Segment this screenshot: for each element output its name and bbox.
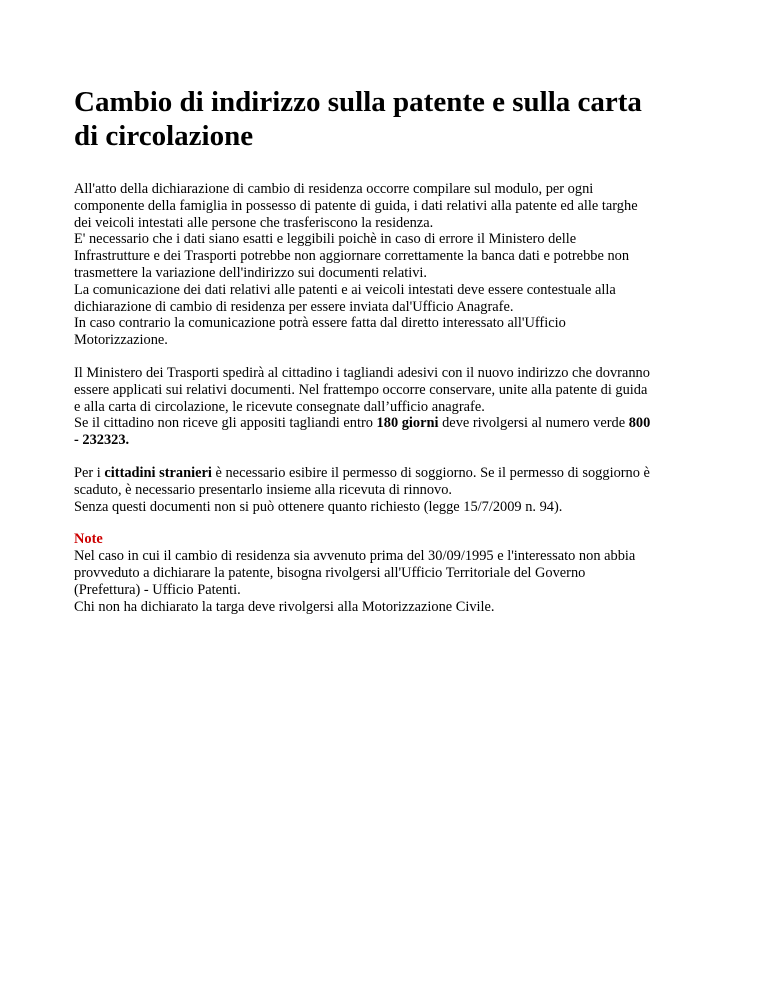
foreign-citizens-label: cittadini stranieri xyxy=(104,464,212,481)
text-line: Nel caso in cui il cambio di residenza sia avvenuto prima del 30/09/1995 e l'interessato non abbia xyxy=(74,548,636,565)
text-line: trasmettere la variazione dell'indirizzo sui documenti relativi. xyxy=(74,264,428,281)
text-fragment: Per i xyxy=(74,464,105,481)
text-fragment: è necessario esibire il permesso di soggiorno. Se il permesso di soggiorno è xyxy=(211,464,650,481)
text-line: essere applicati sui relativi documenti. Nel frattempo occorre conservare, unite alla patente di guida xyxy=(74,381,648,398)
text-line: Senza questi documenti non si può ottenere quanto richiesto (legge 15/7/2009 n. 94). xyxy=(74,498,563,515)
text-line xyxy=(74,465,714,482)
text-fragment: Se il cittadino non riceve gli appositi tagliandi entro xyxy=(74,415,377,432)
text-line: Infrastrutture e dei Trasporti potrebbe non aggiornare correttamente la banca dati e potrebbe non xyxy=(74,248,630,265)
deadline-days: 180 giorni xyxy=(376,415,439,432)
text-line: scaduto, è necessario presentarlo insieme alla ricevuta di rinnovo. xyxy=(74,481,453,498)
text-line: E' necessario che i dati siano esatti e leggibili poichè in caso di errore il Ministero delle xyxy=(74,231,577,248)
toll-free-number-part-2: - 232323. xyxy=(74,432,130,449)
text-line: componente della famiglia in possesso di patente di guida, i dati relativi alla patente ed alle targhe xyxy=(74,197,638,214)
text-line: provveduto a dichiarare la patente, bisogna rivolgersi all'Ufficio Territoriale del Governo xyxy=(74,564,586,581)
text-line xyxy=(74,415,714,432)
text-line: All'atto della dichiarazione di cambio di residenza occorre compilare sul modulo, per ogni xyxy=(74,181,594,197)
note-title: Note xyxy=(74,531,103,548)
text-fragment: deve rivolgersi al numero verde xyxy=(438,415,629,432)
page-title xyxy=(74,85,714,153)
toll-free-number-part-1: 800 xyxy=(628,415,651,432)
text-line xyxy=(74,432,714,449)
title-line-1: Cambio di indirizzo sulla patente e sulla carta xyxy=(74,86,642,118)
text-line: Il Ministero dei Trasporti spedirà al cittadino i tagliandi adesivi con il nuovo indirizzo che dovranno xyxy=(74,364,650,381)
text-line: dichiarazione di cambio di residenza per essere inviata dal'Ufficio Anagrafe. xyxy=(74,298,514,315)
text-line: (Prefettura) - Ufficio Patenti. xyxy=(74,581,241,598)
paragraph-note xyxy=(74,531,714,615)
text-line: Motorizzazione. xyxy=(74,332,168,349)
paragraph-stickers xyxy=(74,365,714,449)
text-line: dei veicoli intestati alle persone che trasferiscono la residenza. xyxy=(74,214,434,231)
title-line-2: di circolazione xyxy=(74,120,254,152)
paragraph-foreign-citizens xyxy=(74,465,714,515)
paragraph-address-change xyxy=(74,181,714,349)
text-line: La comunicazione dei dati relativi alle patenti e ai veicoli intestati deve essere contestuale alla xyxy=(74,281,616,298)
text-line: e alla carta di circolazione, le ricevute consegnate dall’ufficio anagrafe. xyxy=(74,398,485,415)
document-page xyxy=(74,85,714,631)
document-body xyxy=(74,181,714,615)
text-line: Chi non ha dichiarato la targa deve rivolgersi alla Motorizzazione Civile. xyxy=(74,598,495,615)
text-line: In caso contrario la comunicazione potrà essere fatta dal diretto interessato all'Ufficio xyxy=(74,315,566,332)
